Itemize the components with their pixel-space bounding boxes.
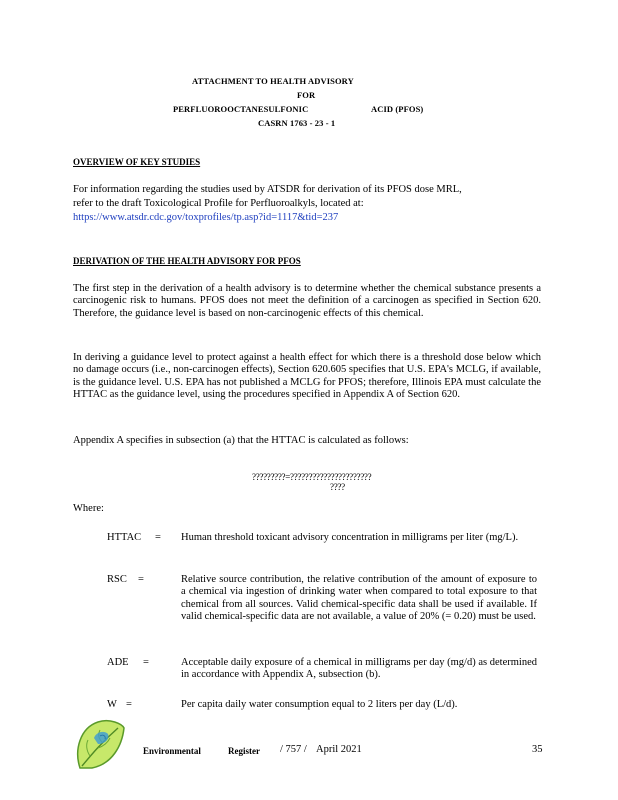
formula-line2: ????	[330, 482, 345, 492]
footer-environmental: Environmental	[143, 746, 201, 756]
def-text-rsc: Relative source contribution, the relative contribution of the amount of exposure to a chemical via ingestion of drinking water when compared to total exposure to that chemical from all sources. Valid chemical-specific data shall be used if available. If valid chemical-specific data are not available, a value of 20% (= 0.20) must be used.	[181, 574, 537, 622]
overview-text-line1: For information regarding the studies used by ATSDR for derivation of its PFOS dose MRL,	[73, 184, 462, 195]
def-term-ade: ADE	[107, 657, 129, 668]
footer-date: April 2021	[316, 744, 362, 755]
overview-text-line2: refer to the draft Toxicological Profile for Perfluoroalkyls, located at:	[73, 198, 364, 209]
footer-issue: / 757 /	[280, 744, 307, 755]
def-term-rsc: RSC	[107, 574, 127, 585]
title-line3-left: PERFLUOROOCTANESULFONIC	[173, 104, 309, 114]
footer-page-number: 35	[532, 744, 543, 755]
derivation-paragraph-1: The first step in the derivation of a health advisory is to determine whether the chemical substance presents a carcinogenic risk to humans. PFOS does not meet the definition of a carcinogen as specified in Section 620. Therefore, the guidance level is based on non-carcinogenic effects of this chemical.	[73, 283, 541, 319]
def-term-httac: HTTAC	[107, 532, 142, 543]
formula-line1: ?????????=??????????????????????	[252, 472, 372, 482]
derivation-heading: DERIVATION OF THE HEALTH ADVISORY FOR PFOS	[73, 256, 301, 266]
def-eq-httac: =	[155, 532, 161, 543]
title-line4: CASRN 1763 - 23 - 1	[258, 118, 336, 128]
overview-heading: OVERVIEW OF KEY STUDIES	[73, 157, 201, 167]
title-line3-right: ACID (PFOS)	[371, 104, 424, 114]
httac-formula	[252, 472, 371, 492]
title-line1: ATTACHMENT TO HEALTH ADVISORY	[192, 76, 354, 86]
def-term-w: W	[107, 699, 117, 710]
def-eq-w: =	[126, 699, 132, 710]
title-line2: FOR	[297, 90, 316, 100]
atsdr-profile-link[interactable]: https://www.atsdr.cdc.gov/toxprofiles/tp.asp?id=1117&tid=237	[73, 212, 339, 223]
def-text-ade: Acceptable daily exposure of a chemical in milligrams per day (mg/d) as determined in accordance with Appendix A, subsection (b).	[181, 657, 537, 681]
footer-register: Register	[228, 746, 260, 756]
def-eq-ade: =	[143, 657, 149, 668]
where-label: Where:	[73, 503, 104, 514]
def-text-httac: Human threshold toxicant advisory concentration in milligrams per liter (mg/L).	[181, 532, 519, 543]
derivation-paragraph-3: Appendix A specifies in subsection (a) that the HTTAC is calculated as follows:	[73, 435, 409, 446]
derivation-paragraph-2: In deriving a guidance level to protect against a health effect for which there is a threshold dose below which no damage occurs (i.e., non-carcinogen effects), Section 620.605 specifies that U.S. EPA's MCLG, if available, is the guidance level. U.S. EPA has not published a MCLG for PFOS; therefore, Illinois EPA must calculate the HTTAC as the guidance level, using the procedures specified in Appendix A of Section 620.	[73, 352, 541, 400]
def-eq-rsc: =	[138, 574, 144, 585]
def-text-w: Per capita daily water consumption equal to 2 liters per day (L/d).	[181, 699, 458, 710]
illinois-leaf-logo	[70, 716, 128, 774]
